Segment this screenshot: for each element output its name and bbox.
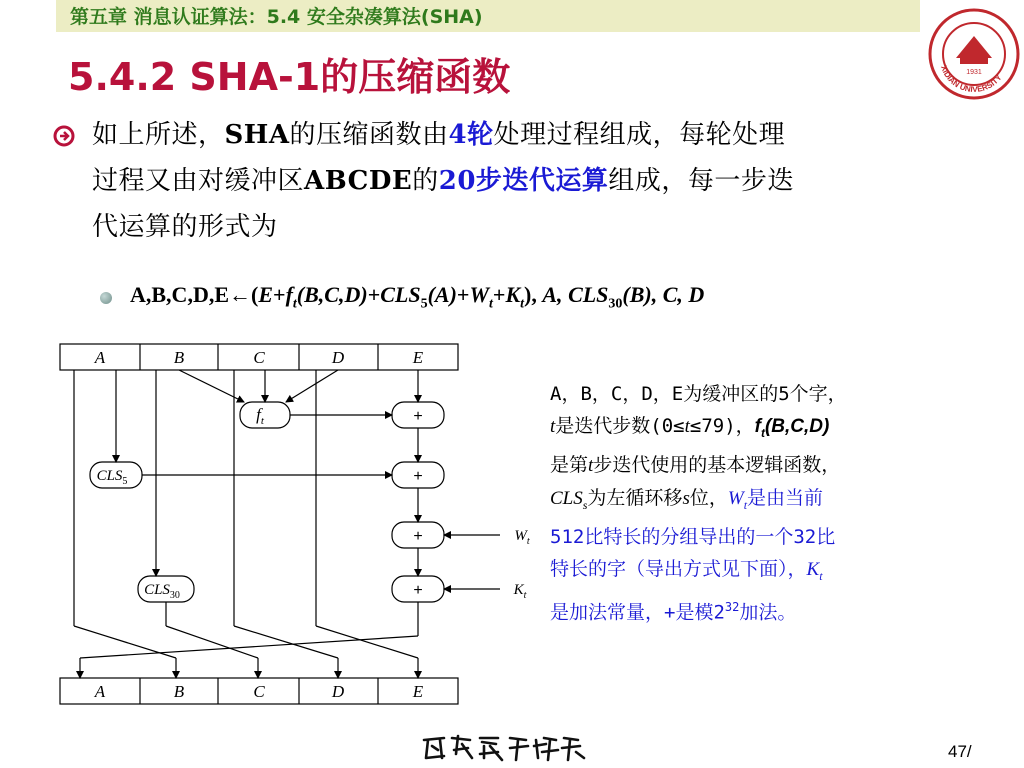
formula-part: (	[251, 282, 259, 307]
page-number: 47/	[948, 742, 972, 761]
desc-line-4	[550, 482, 990, 521]
formula-part: 30	[608, 296, 623, 312]
formula-part: +	[456, 282, 470, 307]
formula-part: 5	[420, 296, 428, 312]
desc-text: A，B，C，D，E为缓冲区的5个字，	[550, 383, 847, 405]
formula-part: CLS	[568, 282, 609, 307]
adder-1-plus: +	[413, 408, 423, 425]
desc-text: 是加法常量，+是模2	[550, 601, 725, 624]
top-cell-e: E	[412, 348, 424, 367]
desc-var: f	[754, 416, 761, 437]
adder-2-plus: +	[413, 468, 423, 485]
university-logo	[926, 6, 1022, 102]
adder-3-plus: +	[413, 528, 423, 545]
rounds-highlight: 4轮	[448, 120, 494, 150]
f-label: $f_t$	[256, 405, 264, 427]
desc-text: 是第	[550, 453, 589, 476]
formula-part: K	[505, 282, 521, 307]
desc-var: t	[550, 416, 556, 437]
bottom-cell-d: D	[331, 682, 345, 701]
w-input-label: $W_t$	[514, 528, 530, 547]
desc-text: ≤79)，	[689, 415, 755, 437]
formula-part: W	[469, 282, 490, 307]
formula-part: t	[292, 296, 297, 312]
formula-part: E	[258, 282, 274, 307]
desc-var: s	[682, 487, 690, 509]
desc-var: CLS	[550, 487, 583, 509]
desc-var: t	[588, 454, 594, 476]
cls5-label: $CLS_5$	[96, 468, 128, 487]
bottom-cell-e: E	[412, 682, 424, 701]
intro-text: 的压缩函数由	[289, 120, 449, 150]
desc-text: 加法。	[739, 601, 797, 624]
desc-text: 位，	[689, 486, 728, 509]
desc-line-1	[550, 378, 990, 410]
bottom-cell-b: B	[173, 682, 185, 701]
buffer-text: ABCDE	[304, 166, 413, 196]
f-function-box	[240, 402, 290, 428]
diagram-description	[550, 378, 990, 629]
desc-line-2	[550, 410, 990, 449]
desc-text: 512比特长的分组导出的一个32比	[550, 525, 836, 548]
university-signature	[418, 732, 594, 764]
top-cell-a: A	[94, 348, 106, 367]
desc-var: s	[582, 497, 588, 512]
bottom-cell-c: C	[253, 682, 265, 701]
cls30-label: $CLS_{30}$	[144, 582, 180, 601]
formula-part: +	[492, 282, 506, 307]
desc-var: W	[727, 487, 744, 509]
sha-text: SHA	[224, 120, 290, 150]
intro-text: 代运算的形式为	[92, 212, 278, 242]
formula-part: t	[520, 296, 525, 312]
desc-text: 为左循环移	[587, 486, 683, 509]
assign-arrow: ←	[229, 282, 252, 307]
intro-text: 组成，每一步迭	[608, 166, 794, 196]
adder-4-plus: +	[413, 582, 423, 599]
desc-var: t	[760, 425, 765, 440]
top-cell-b: B	[173, 348, 185, 367]
top-cell-d: D	[331, 348, 345, 367]
intro-line-1	[92, 112, 972, 158]
formula-part: f	[285, 282, 293, 307]
chapter-header: 第五章 消息认证算法：5.4 安全杂凑算法(SHA)	[70, 6, 483, 28]
formula-part: (B,C,D)	[296, 282, 368, 307]
round-bullet-icon	[100, 292, 112, 304]
desc-var: K	[806, 558, 820, 580]
formula-part: CLS	[380, 282, 421, 307]
desc-line-6	[550, 553, 990, 592]
desc-line-3	[550, 449, 990, 482]
intro-text: 处理过程组成，每轮处理	[493, 120, 786, 150]
sha1-step-diagram	[54, 340, 530, 710]
intro-text: 过程又由对缓冲区	[92, 166, 305, 196]
desc-var: t	[684, 416, 690, 437]
step-formula	[130, 282, 704, 312]
svg-text:XIDIAN UNIVERSITY: XIDIAN UNIVERSITY	[939, 64, 1004, 95]
intro-text: 如上所述，	[92, 120, 225, 150]
desc-var: (B,C,D)	[764, 416, 830, 437]
formula-part: +	[367, 282, 381, 307]
arrow-bullet-icon	[52, 124, 76, 148]
desc-line-7	[550, 591, 990, 628]
formula-lhs: A,B,C,D,E	[130, 282, 230, 307]
desc-line-5	[550, 521, 990, 553]
desc-text: 特长的字（导出方式见下面），	[550, 557, 807, 580]
svg-text:1931: 1931	[966, 69, 982, 76]
desc-var: t	[819, 568, 823, 583]
formula-part: t	[489, 296, 493, 312]
desc-var: t	[743, 497, 748, 512]
formula-part: (A)	[427, 282, 457, 307]
intro-text: 的	[412, 166, 439, 196]
intro-line-3	[92, 204, 972, 250]
desc-text: 是迭代步数(0≤	[555, 415, 685, 437]
k-input-label: $K_t$	[513, 582, 527, 601]
intro-paragraph	[92, 112, 972, 250]
intro-line-2	[92, 158, 972, 204]
formula-part: A,	[542, 282, 569, 307]
formula-part: ),	[524, 282, 543, 307]
bottom-cell-a: A	[94, 682, 106, 701]
slide-title: 5.4.2 SHA-1的压缩函数	[68, 55, 511, 99]
formula-part: +	[273, 282, 286, 307]
formula-part: , C, D	[651, 282, 705, 307]
desc-text: 是由当前	[747, 486, 824, 509]
steps-highlight: 20步迭代运算	[438, 166, 609, 196]
formula-part: (B)	[622, 282, 652, 307]
desc-text: 步迭代使用的基本逻辑函数，	[593, 453, 841, 476]
desc-exponent: 32	[724, 600, 740, 615]
top-cell-c: C	[253, 348, 265, 367]
